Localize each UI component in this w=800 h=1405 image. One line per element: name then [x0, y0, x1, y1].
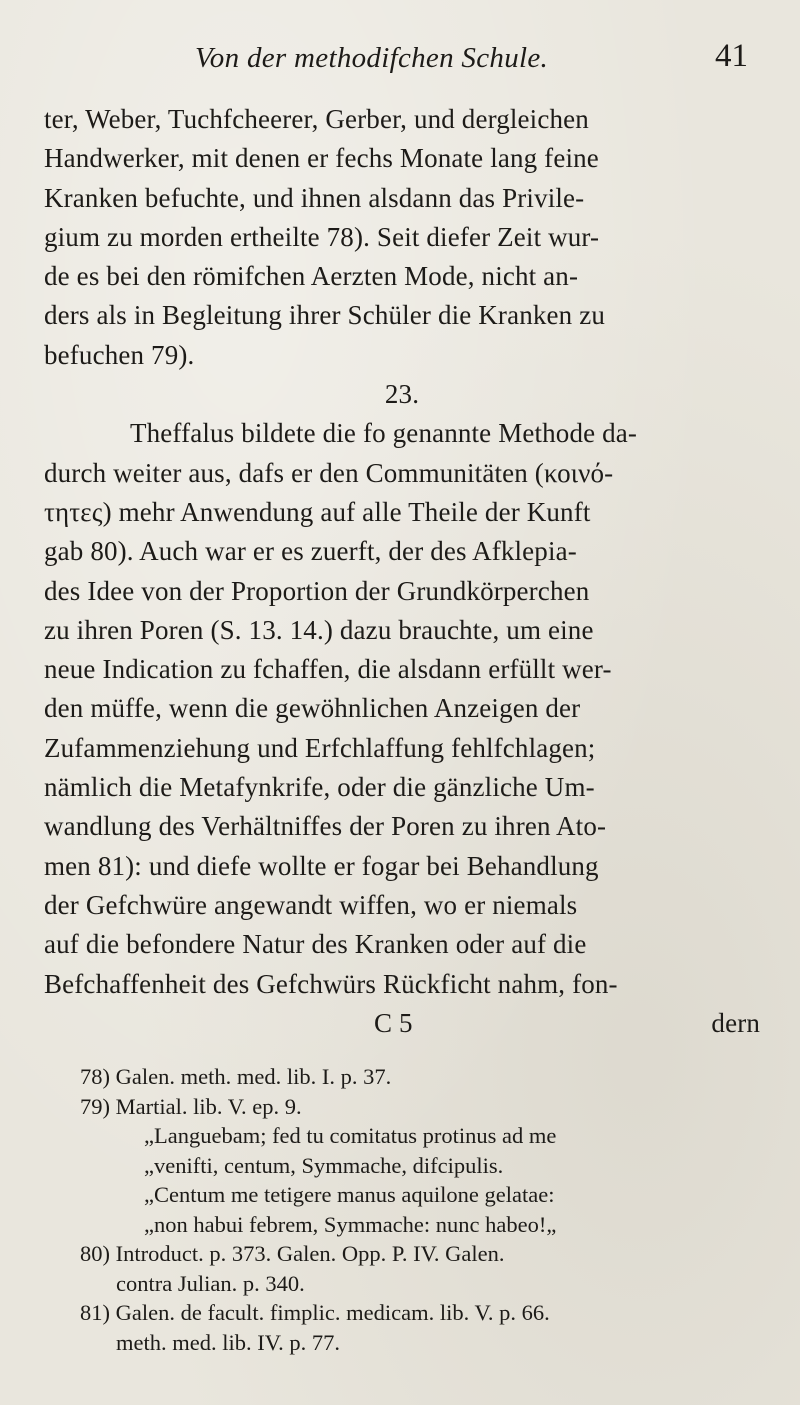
- text-line: Handwerker, mit denen er fechs Monate lang feine: [44, 143, 599, 174]
- text-line: de es bei den römifchen Aerzten Mode, nicht an-: [44, 261, 579, 292]
- catchword: dern: [711, 1007, 760, 1038]
- quote-line: „non habui febrem, Symmache: nunc habeo!„: [144, 1211, 557, 1237]
- text-line: der Gefchwüre angewandt wiffen, wo er niemals: [44, 889, 578, 920]
- footnote-80-cont: contra Julian. p. 340.: [116, 1270, 305, 1296]
- text-line: den müffe, wenn die gewöhnlichen Anzeigen der: [44, 693, 581, 724]
- text-line: Kranken befuchte, und ihnen alsdann das Privile-: [44, 182, 585, 213]
- footnotes: [80, 1062, 770, 1357]
- text-line: zu ihren Poren (S. 13. 14.) dazu brauchte, um eine: [44, 614, 594, 645]
- text-line: befuchen 79).: [44, 339, 195, 370]
- page-header: [0, 38, 800, 88]
- footnote-78: 78) Galen. meth. med. lib. I. p. 37.: [80, 1064, 392, 1089]
- section-number: 23.: [384, 379, 420, 410]
- text-line: neue Indication zu fchaffen, die alsdann erfüllt wer-: [44, 654, 612, 685]
- text-line: nämlich die Metafynkrife, oder die gänzliche Um-: [44, 772, 595, 803]
- text-line: Zufammenziehung und Erfchlaffung fehlfchlagen;: [44, 732, 596, 763]
- text-line: gium zu morden ertheilte 78). Seit diefer Zeit wur-: [44, 221, 600, 252]
- text-line: men 81): und diefe wollte er fogar bei Behandlung: [44, 850, 599, 881]
- quote-line: „Languebam; fed tu comitatus protinus ad me: [144, 1123, 557, 1148]
- footnote-79: 79) Martial. lib. V. ep. 9.: [80, 1093, 302, 1119]
- text-line: durch weiter aus, dafs er den Communitäten (κοινό-: [44, 457, 614, 488]
- text-line: gab 80). Auch war er es zuerft, der des Afklepia-: [44, 536, 577, 567]
- text-line: ders als in Begleitung ihrer Schüler die Kranken zu: [44, 300, 605, 331]
- signature-line: [44, 1004, 760, 1043]
- text-line: τητες) mehr Anwendung auf alle Theile der Kunft: [44, 496, 591, 527]
- text-line: Theffalus bildete die fo genannte Methode da-: [130, 418, 638, 449]
- page-number: 41: [715, 38, 748, 74]
- text-line: Befchaffenheit des Gefchwürs Rückficht nahm, fon-: [44, 968, 618, 999]
- running-head: Von der methodifchen Schule.: [195, 42, 549, 74]
- quote-line: „venifti, centum, Symmache, difcipulis.: [144, 1152, 504, 1178]
- footnote-80: 80) Introduct. p. 373. Galen. Opp. P. IV. Galen.: [80, 1241, 505, 1266]
- main-text: [44, 100, 760, 1043]
- footnote-81-cont: meth. med. lib. IV. p. 77.: [116, 1329, 340, 1355]
- text-line: des Idee von der Proportion der Grundkörperchen: [44, 575, 590, 606]
- footnote-81: 81) Galen. de facult. fimplic. medicam. lib. V. p. 66.: [80, 1300, 550, 1325]
- signature-mark: C 5: [374, 1007, 413, 1038]
- text-line: wandlung des Verhältniffes der Poren zu ihren Ato-: [44, 811, 607, 842]
- text-line: auf die befondere Natur des Kranken oder auf die: [44, 929, 587, 960]
- quote-line: „Centum me tetigere manus aquilone gelatae:: [144, 1182, 555, 1207]
- text-line: ter, Weber, Tuchfcheerer, Gerber, und dergleichen: [44, 104, 589, 134]
